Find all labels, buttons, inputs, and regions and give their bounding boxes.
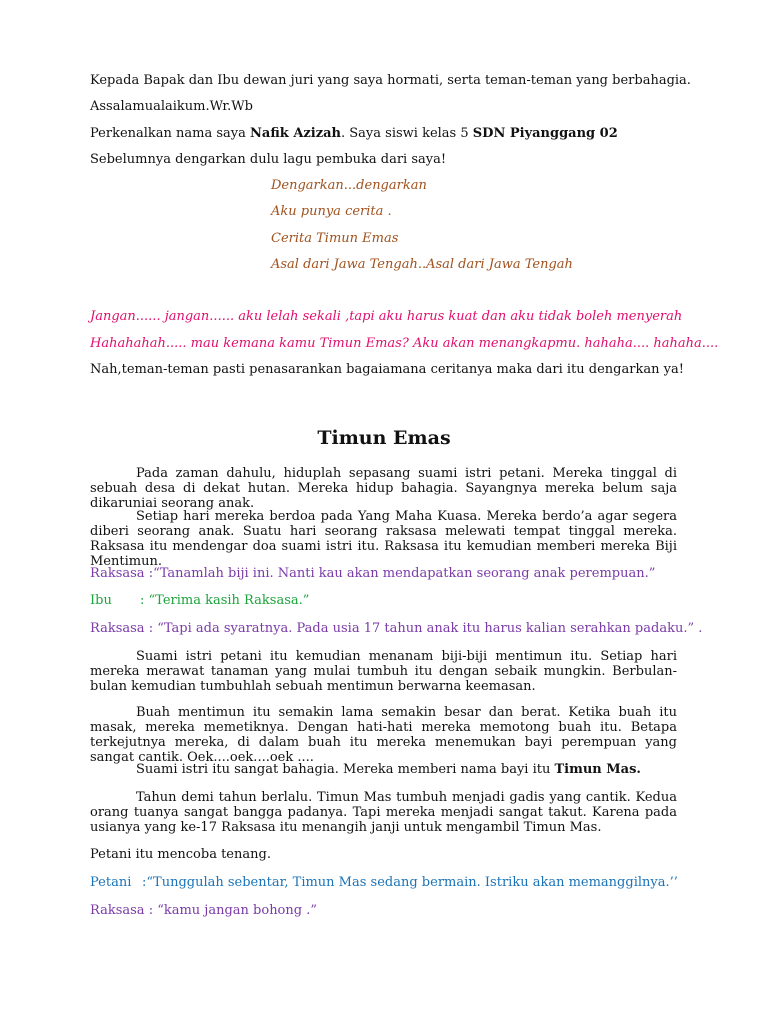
paragraph-2-text: Setiap hari mereka berdoa pada Yang Maha Kuasa. Mereka berdo’a agar segera diberi seorang anak. Suatu hari seorang raksasa melewati tempat tinggal mereka. Raksasa itu mendengar doa suami istri itu. Raksasa itu kemudian memberi mereka Biji Mentimun.: [90, 509, 677, 569]
dialogue-raksasa-1: Raksasa :“Tanamlah biji ini. Nanti kau akan mendapatkan seorang anak perempuan.”: [90, 566, 656, 581]
song-line-4: Asal dari Jawa Tengah..Asal dari Jawa Tengah: [271, 257, 573, 272]
greeting-line: Kepada Bapak dan Ibu dewan juri yang saya hormati, serta teman-teman yang berbahagia.: [90, 73, 691, 88]
intro-text-2: . Saya siswi kelas 5: [341, 126, 473, 141]
dialogue-ibu: [90, 593, 309, 608]
dramatic-line-1: Jangan...... jangan...... aku lelah sekali ,tapi aku harus kuat dan aku tidak boleh menyerah: [90, 309, 683, 324]
introduction-line: [90, 126, 618, 141]
dialogue-petani: [90, 875, 678, 890]
song-line-1: Dengarkan...dengarkan: [271, 178, 427, 193]
paragraph-3-text: Suami istri petani itu kemudian menanam biji-biji mentimun itu. Setiap hari mereka merawat tanaman yang mulai tumbuh itu dengan sebaik mungkin. Berbulan-bulan kemudian tumbuhlah sebuah mentimun berwarna keemasan.: [90, 649, 677, 694]
salam-line: Assalamualaikum.Wr.Wb: [90, 99, 253, 114]
intro-text-1: Perkenalkan nama saya: [90, 126, 251, 141]
speaker-petani: Petani: [90, 875, 132, 890]
dialogue-raksasa-3: Raksasa : “kamu jangan bohong .”: [90, 903, 317, 918]
transition-line: Nah,teman-teman pasti penasarankan bagaiamana ceritanya maka dari itu dengarkan ya!: [90, 362, 684, 377]
song-line-2: Aku punya cerita .: [271, 204, 392, 219]
dramatic-line-2: Hahahahah..... mau kemana kamu Timun Emas? Aku akan menangkapmu. hahaha.... hahaha....: [90, 336, 719, 351]
story-paragraph-3: [90, 649, 677, 694]
story-paragraph-1: [90, 466, 677, 511]
song-line-3: Cerita Timun Emas: [271, 231, 399, 246]
timun-mas-name: Timun Mas.: [554, 762, 641, 777]
story-paragraph-5: [90, 762, 677, 777]
speaker-ibu: Ibu: [90, 593, 112, 608]
paragraph-1-text: Pada zaman dahulu, hiduplah sepasang suami istri petani. Mereka tinggal di sebuah desa di dekat hutan. Mereka hidup bahagia. Sayangnya mereka belum saja dikaruniai seorang anak.: [90, 466, 677, 511]
speaker-name: Nafik Azizah: [250, 126, 342, 141]
dialogue-ibu-text: : “Terima kasih Raksasa.”: [140, 593, 310, 608]
paragraph-4-text: Buah mentimun itu semakin lama semakin besar dan berat. Ketika buah itu masak, mereka memetiknya. Dengan hati-hati mereka memotong buah itu. Betapa terkejutnya mereka, di dalam buah itu mereka menemukan bayi perempuan yang sangat cantik. Oek....oek....oek ....: [90, 705, 677, 765]
song-intro-line: Sebelumnya dengarkan dulu lagu pembuka dari saya!: [90, 152, 447, 167]
paragraph-5-text: Suami istri itu sangat bahagia. Mereka memberi nama bayi itu: [136, 762, 555, 777]
dialogue-petani-text: :“Tunggulah sebentar, Timun Mas sedang bermain. Istriku akan memanggilnya.’’: [142, 875, 678, 890]
story-paragraph-4: [90, 705, 677, 765]
school-name: SDN Piyanggang 02: [472, 126, 618, 141]
story-paragraph-2: [90, 509, 677, 569]
paragraph-6-text: Tahun demi tahun berlalu. Timun Mas tumbuh menjadi gadis yang cantik. Kedua orang tuanya sangat bangga padanya. Tapi mereka menjadi sangat takut. Karena pada usianya yang ke-17 Raksasa itu menangih janji untuk mengambil Timun Mas.: [90, 790, 677, 835]
story-paragraph-7: Petani itu mencoba tenang.: [90, 847, 271, 862]
story-title: Timun Emas: [317, 427, 451, 449]
story-paragraph-6: [90, 790, 677, 835]
dialogue-raksasa-2: Raksasa : “Tapi ada syaratnya. Pada usia 17 tahun anak itu harus kalian serahkan padaku.” .: [90, 621, 703, 636]
